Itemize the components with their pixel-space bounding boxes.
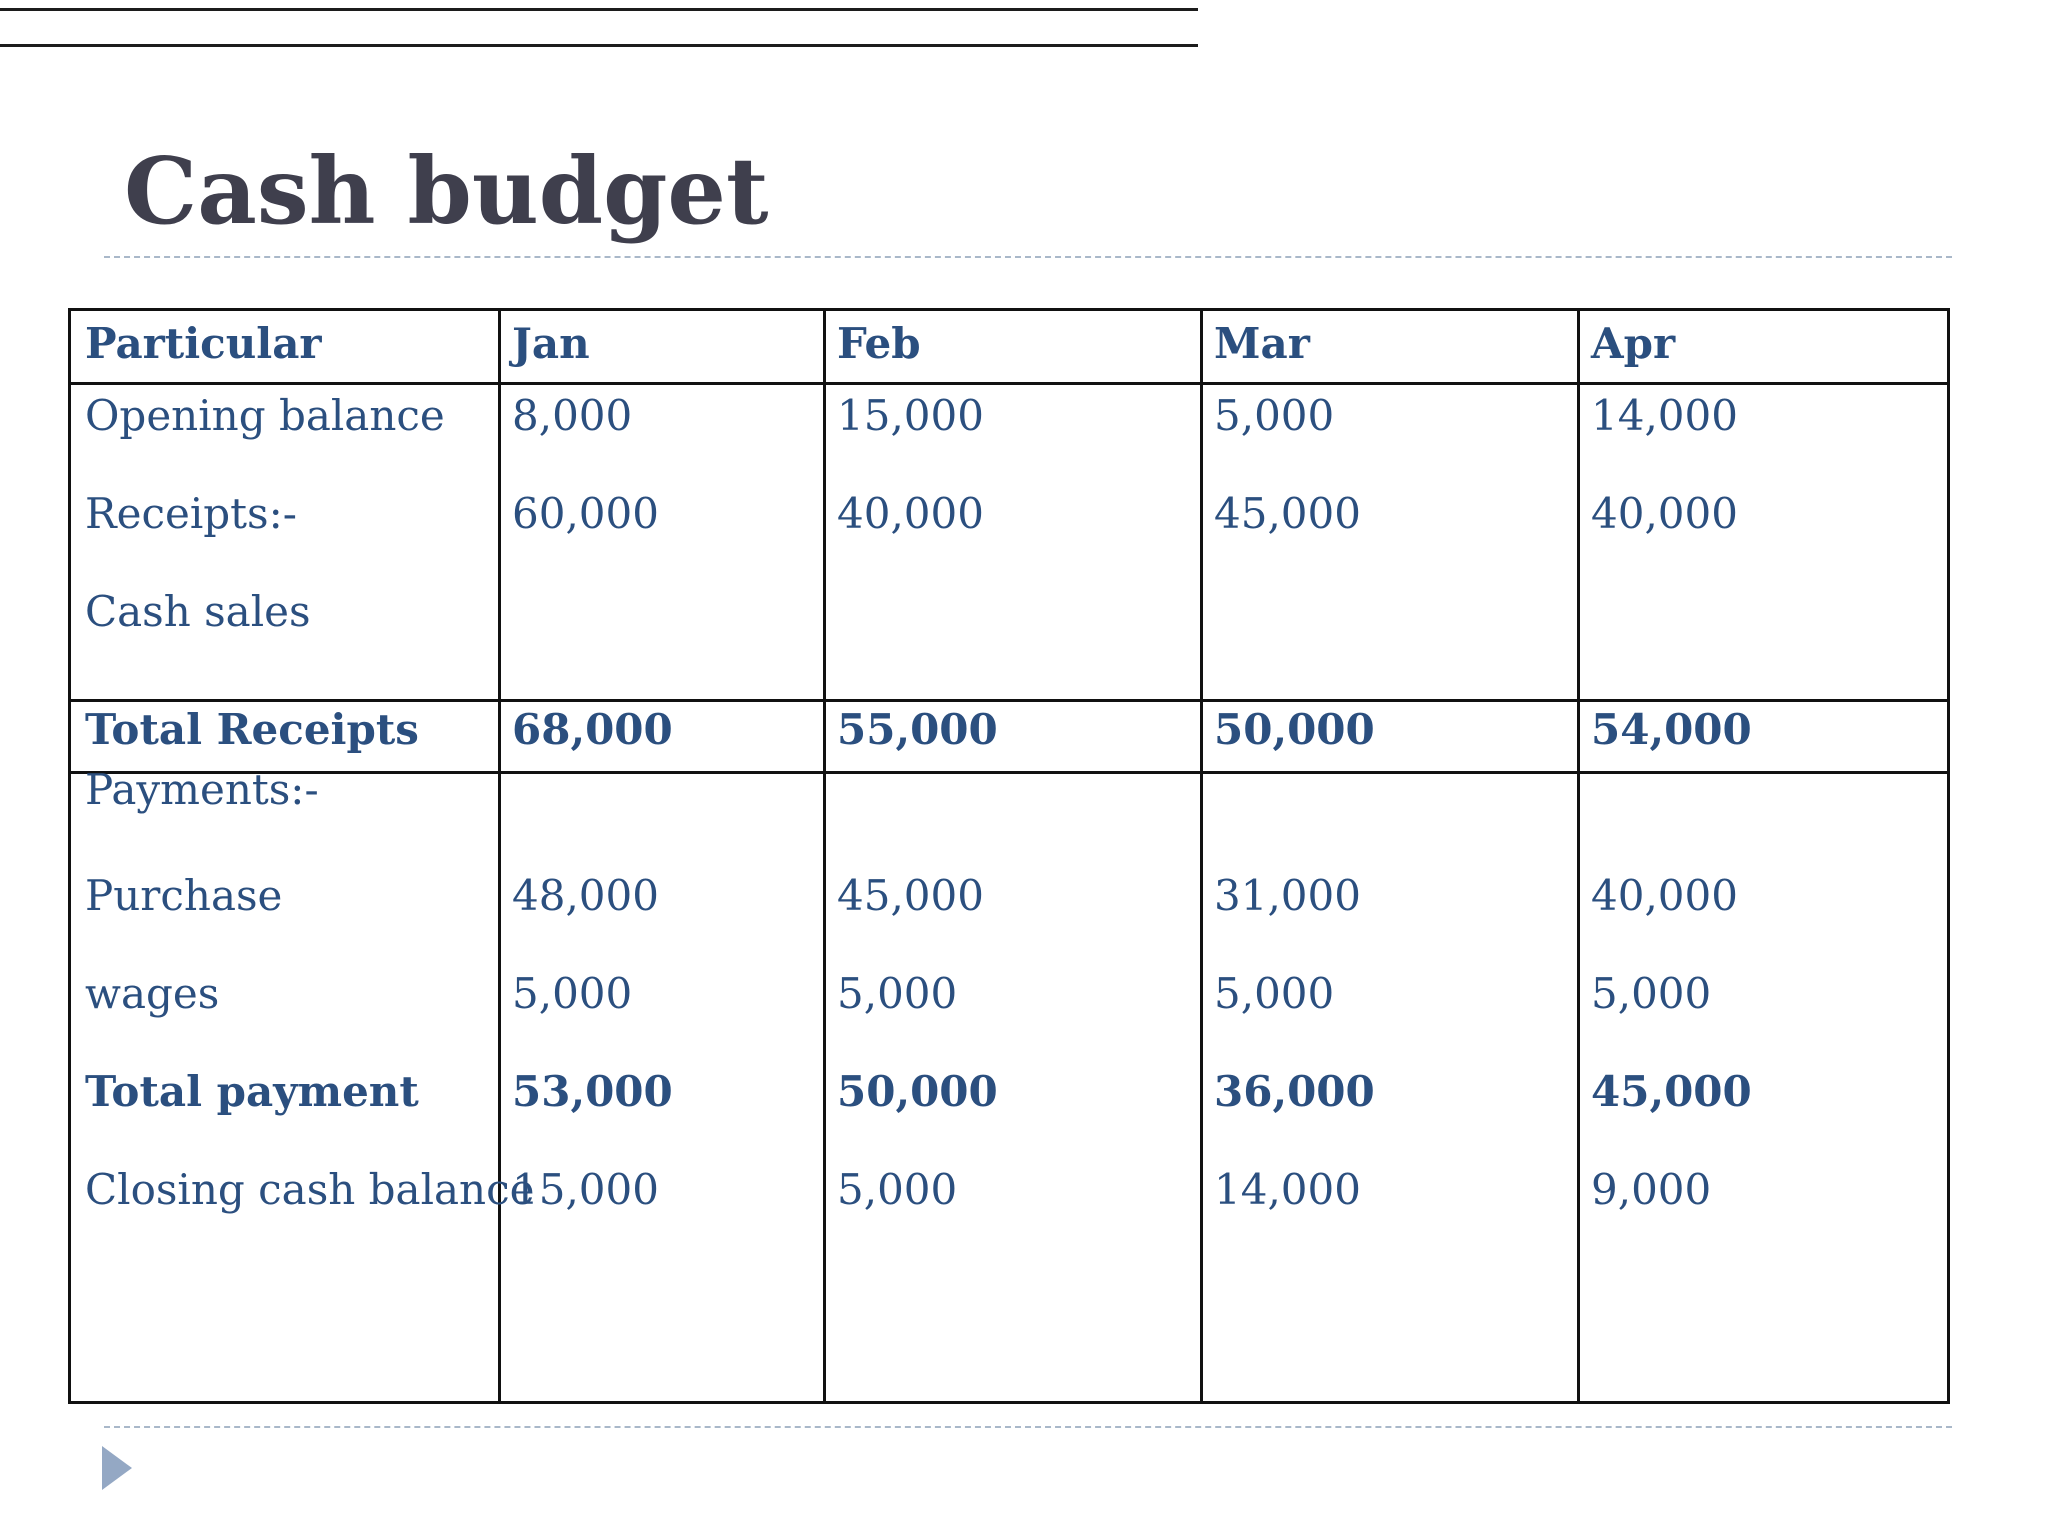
- title-divider: [104, 256, 1952, 258]
- table-cell-apr: 9,000: [1591, 1165, 1712, 1214]
- table-cell-mar: 5,000: [1214, 969, 1335, 1018]
- column-header-apr: Apr: [1591, 319, 1676, 368]
- row-label: Closing cash balance: [85, 1165, 535, 1214]
- table-cell-jan: 53,000: [512, 1067, 673, 1116]
- table-cell-apr: 14,000: [1591, 391, 1738, 440]
- table-row-divider: [71, 771, 1947, 774]
- table-row-divider: [71, 699, 1947, 702]
- table-cell-mar: 50,000: [1214, 705, 1375, 754]
- table-cell-jan: 60,000: [512, 489, 659, 538]
- table-cell-mar: 45,000: [1214, 489, 1361, 538]
- table-cell-mar: 31,000: [1214, 871, 1361, 920]
- column-header-particular: Particular: [85, 319, 322, 368]
- table-cell-feb: 15,000: [837, 391, 984, 440]
- table-cell-mar: 14,000: [1214, 1165, 1361, 1214]
- row-label: Total payment: [85, 1067, 419, 1116]
- triangle-right-icon: [102, 1446, 132, 1490]
- row-label: Receipts:-: [85, 489, 297, 538]
- table-cell-feb: 5,000: [837, 1165, 958, 1214]
- table-cell-feb: 55,000: [837, 705, 998, 754]
- row-label: Total Receipts: [85, 705, 419, 754]
- table-cell-apr: 40,000: [1591, 871, 1738, 920]
- table-cell-feb: 40,000: [837, 489, 984, 538]
- cash-budget-table: [68, 308, 1950, 1404]
- table-cell-mar: 5,000: [1214, 391, 1335, 440]
- table-cell-jan: 8,000: [512, 391, 633, 440]
- top-rule: [0, 8, 1198, 11]
- slide-title: Cash budget: [124, 137, 769, 245]
- table-cell-jan: 68,000: [512, 705, 673, 754]
- row-label: Payments:-: [85, 765, 319, 814]
- table-cell-feb: 50,000: [837, 1067, 998, 1116]
- column-header-jan: Jan: [512, 319, 590, 368]
- table-cell-apr: 40,000: [1591, 489, 1738, 538]
- column-header-mar: Mar: [1214, 319, 1310, 368]
- row-label: Purchase: [85, 871, 283, 920]
- table-column-divider: [823, 311, 826, 1401]
- footer-divider: [104, 1426, 1952, 1428]
- table-cell-apr: 54,000: [1591, 705, 1752, 754]
- table-cell-feb: 45,000: [837, 871, 984, 920]
- table-column-divider: [1200, 311, 1203, 1401]
- row-label: Opening balance: [85, 391, 445, 440]
- table-row-divider: [71, 382, 1947, 385]
- row-label: wages: [85, 969, 220, 1018]
- table-cell-feb: 5,000: [837, 969, 958, 1018]
- table-cell-apr: 5,000: [1591, 969, 1712, 1018]
- table-column-divider: [498, 311, 501, 1401]
- table-cell-jan: 48,000: [512, 871, 659, 920]
- column-header-feb: Feb: [837, 319, 921, 368]
- table-column-divider: [1577, 311, 1580, 1401]
- top-rule: [0, 44, 1198, 47]
- row-label: Cash sales: [85, 587, 311, 636]
- table-cell-mar: 36,000: [1214, 1067, 1375, 1116]
- table-cell-jan: 15,000: [512, 1165, 659, 1214]
- table-cell-jan: 5,000: [512, 969, 633, 1018]
- table-cell-apr: 45,000: [1591, 1067, 1752, 1116]
